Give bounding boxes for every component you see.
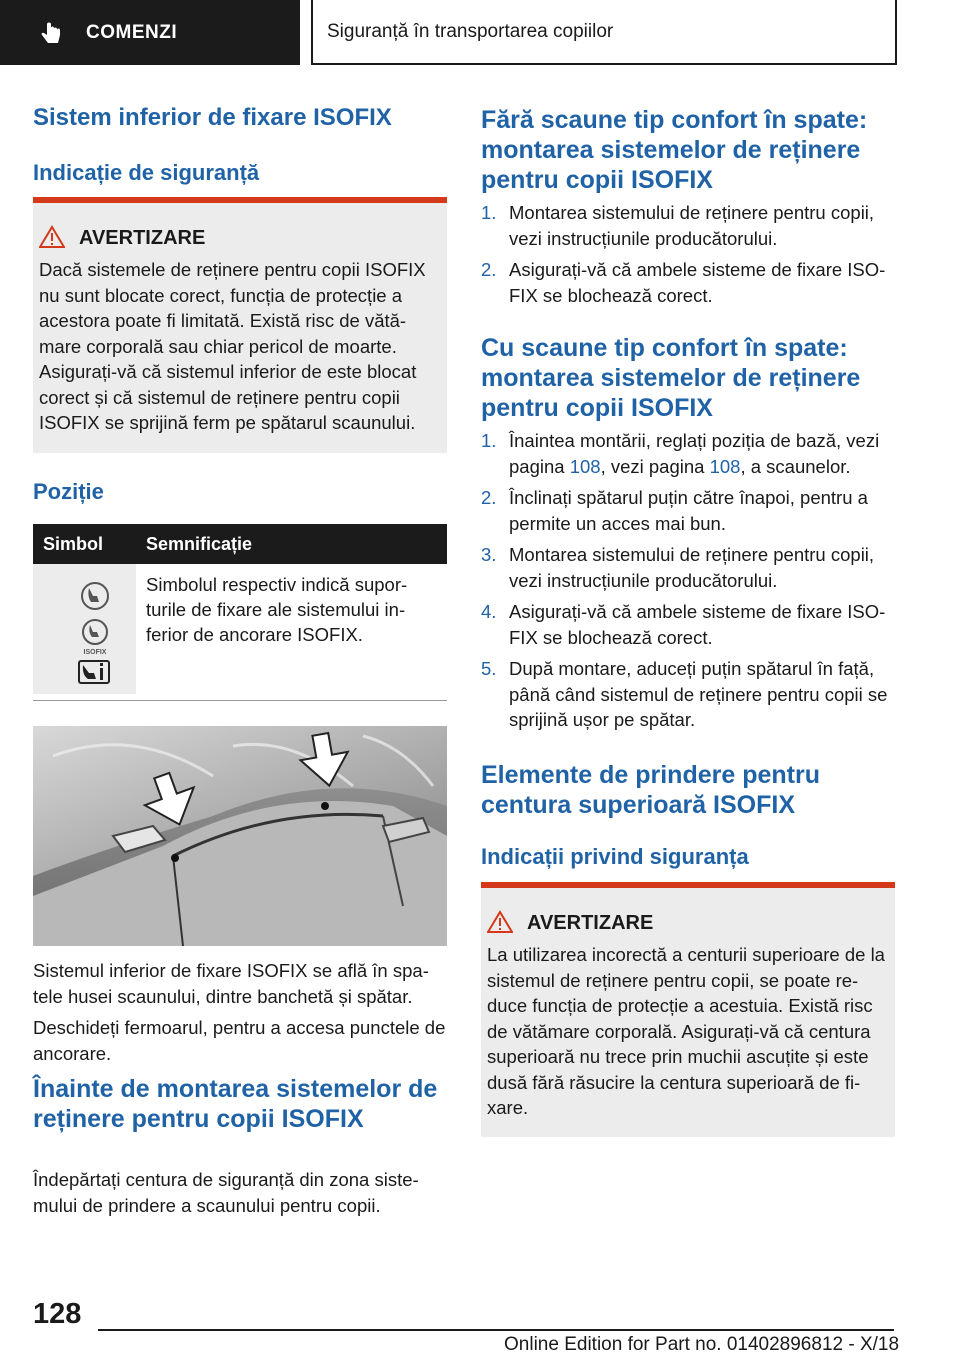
isofix-photo (33, 726, 447, 946)
list-item: 4. Asigurați-vă că ambele sisteme de fixare ISO-FIX se blochează corect. (481, 601, 886, 648)
page-link[interactable]: 108 (569, 455, 601, 477)
no-comfort-steps (481, 200, 895, 314)
edition-note: Online Edition for Part no. 01402896812 - X/18 (504, 1334, 900, 1355)
isofix-label: ISOFIX (83, 649, 107, 656)
warning-bar (481, 882, 895, 888)
list-item: 3. Montarea sistemului de reținere pentru copii, vezi instrucțiunile producătorului. (481, 544, 875, 591)
list-item: 1. Înaintea montării, reglați poziția de bază, vezi pagina 108, vezi pagina 108, a scaunelor. (481, 430, 880, 477)
warning-text: Dacă sistemele de reținere pentru copii ISOFIX nu sunt blocate corect, funcția de protecție a acestora poate fi limitată. Există risc de vătă-mare corporală sau chiar pericol de moarte. Asigurați-vă că sistemul inferior de este blocat corect și că sistemul de reținere pentru copii ISOFIX se sprijină ferm pe spătarul scaunului. (39, 259, 426, 433)
rear-seat-image (33, 726, 447, 946)
page-number: 128 (33, 1298, 82, 1330)
warning-triangle-icon (487, 910, 513, 934)
photo-caption-1: Sistemul inferior de fixare ISOFIX se află în spa-tele husei scaunului, dintre banchetă și spătar. (33, 960, 429, 1007)
meaning-cell: Simbolul respectiv indică supor-turile de fixare ale sistemului in-ferior de ancorare ISOFIX. (146, 574, 408, 645)
page-link[interactable]: 108 (709, 455, 741, 477)
list-item: 2. Asigurați-vă că ambele sisteme de fixare ISO-FIX se blochează corect. (481, 259, 886, 306)
isofix-symbols-icon (33, 564, 136, 688)
subtitle-position: Poziție (33, 479, 104, 504)
subtitle-safety: Indicație de siguranță (33, 160, 260, 185)
warning-title: AVERTIZARE (527, 912, 654, 934)
section-title-isofix: Sistem inferior de fixare ISOFIX (33, 104, 392, 131)
table-divider (33, 700, 447, 701)
section-tab[interactable] (0, 0, 300, 65)
warning-box-2 (481, 882, 895, 1137)
photo-caption-2: Deschideți fermoarul, pentru a accesa punctele de ancorare. (33, 1017, 446, 1064)
tether-title: Elemente de prindere pentru centura superioară ISOFIX (481, 761, 820, 819)
col-symbol: Simbol (33, 524, 136, 564)
warning-box-1 (33, 197, 447, 453)
warning-title: AVERTIZARE (79, 227, 206, 249)
symbol-cell (33, 564, 136, 694)
symbol-table (33, 524, 447, 694)
list-item: 5. După montare, aduceți puțin spătarul în față, până când sistemul de reținere pentru copii se sprijină ușor pe spătar. (481, 658, 888, 730)
before-text: Îndepărtați centura de siguranță din zona siste-mului de prindere a scaunului pentru copii. (33, 1169, 419, 1216)
warning-bar (33, 197, 447, 203)
no-comfort-title: Fără scaune tip confort în spate: montarea sistemelor de reținere pentru copii ISOFIX (481, 106, 868, 194)
section-label: COMENZI (86, 22, 178, 43)
col-meaning: Semnificație (136, 524, 447, 564)
chapter-title: Siguranță în transportarea copiilor (327, 21, 614, 42)
comfort-steps (481, 428, 895, 739)
before-title: Înainte de montarea sistemelor de reținere pentru copii ISOFIX (33, 1075, 438, 1133)
warning-text: La utilizarea incorectă a centurii superioare de la sistemul de reținere pentru copii, se poate re-duce funcția de protecție a acestuia. Există risc de vătămare corporală. Asigurați-vă că centura superioară nu trece prin muchii ascuțite și este dusă fără răsucire la centura superioară de fi-xare. (487, 944, 885, 1118)
chapter-header (311, 0, 897, 65)
warning-triangle-icon (39, 225, 65, 249)
hand-pointer-icon (38, 20, 66, 48)
table-row (33, 564, 447, 694)
footer-rule (98, 1329, 894, 1331)
comfort-title: Cu scaune tip confort în spate: montarea sistemelor de reținere pentru copii ISOFIX (481, 334, 861, 422)
tether-subtitle: Indicații privind siguranța (481, 844, 749, 869)
list-item: 1. Montarea sistemului de reținere pentru copii, vezi instrucțiunile producătorului. (481, 202, 875, 249)
list-item: 2. Înclinați spătarul puțin către înapoi, pentru a permite un acces mai bun. (481, 487, 868, 534)
